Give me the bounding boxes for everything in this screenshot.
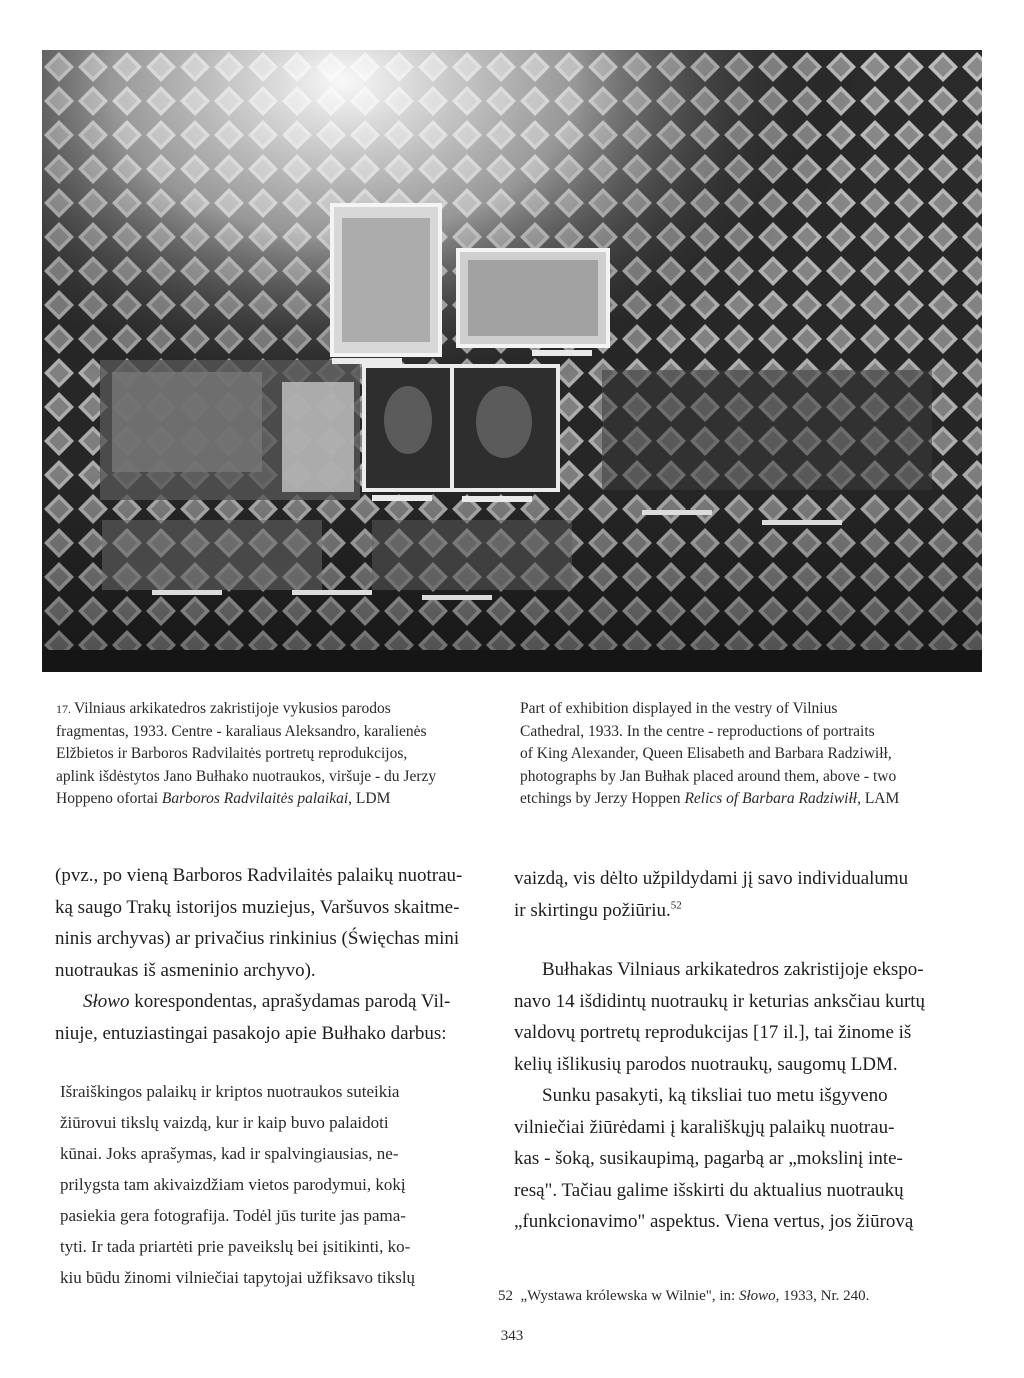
body-line: valdovų portretų reprodukcijas [17 il.], tai žinome iš (514, 1022, 912, 1043)
caption-en-line: photographs by Jan Bułhak placed around them, above - two (520, 767, 897, 785)
footnote-text: „Wystawa królewska w Wilnie", in: (520, 1288, 739, 1304)
body-line: kelių išlikusių parodos nuotraukų, saugomų LDM. (514, 1053, 898, 1075)
caption-lt-line: Vilniaus arkikatedros zakristijoje vykusios parodos (74, 700, 391, 717)
body-line: vilniečiai žiūrėdami į karališkųjų palaikų nuotrau- (514, 1116, 895, 1138)
footnote-number: 52 (498, 1288, 513, 1304)
caption-en-italic: Relics of Barbara Radziwiłł (684, 790, 858, 807)
quote-line: tyti. Ir tada priartėti prie paveikslų bei įsitikinti, ko- (60, 1237, 411, 1256)
body-line: ninis archyvas) ar privačius rinkinius (Święchas mini (55, 928, 460, 949)
body-line: korespondentas, aprašydamas parodą Vil- (129, 991, 451, 1012)
body-line: resą". Tačiau galime išskirti du aktualius nuotraukų (514, 1179, 904, 1201)
body-line: niuje, entuziastingai pasakojo apie Bułhako darbus: (55, 1022, 447, 1044)
body-line: nuotraukas iš asmeninio archyvo). (55, 959, 316, 981)
right-paragraph-3 (514, 1080, 938, 1238)
quote-line: pasiekia gera fotografija. Todėl jūs turite jas pama- (60, 1206, 406, 1225)
quote-line: žiūrovui tikslų vaizdą, kur ir kaip buvo palaidoti (60, 1113, 389, 1132)
caption-en-tail: , LAM (857, 790, 900, 807)
caption-lithuanian (56, 698, 476, 811)
body-line: Bułhakas Vilniaus arkikatedros zakristijoje ekspo- (542, 959, 924, 980)
caption-en-line: Cathedral, 1933. In the centre - reproductions of portraits (520, 722, 875, 740)
left-column (55, 860, 475, 1049)
footnote (498, 1288, 928, 1305)
caption-lt-line: Hoppeno ofortai (56, 790, 162, 807)
caption-number: 17. (56, 702, 71, 716)
body-line: „funkcionavimo" aspektus. Viena vertus, jos žiūrovą (514, 1211, 914, 1232)
body-line: kas - šoką, susikaupimą, pagarbą ar „mokslinį inte- (514, 1148, 903, 1169)
body-line: Sunku pasakyti, ką tiksliai tuo metu išgyveno (542, 1085, 888, 1106)
right-paragraph-1 (514, 863, 938, 926)
quote-line: kiu būdu žinomi vilniečiai tapytojai užfiksavo tikslų (60, 1268, 416, 1287)
quote-line: prilygsta tam akivaizdžiam vietos parodymui, kokį (60, 1175, 406, 1194)
block-quote (60, 1076, 450, 1293)
quote-line: Išraiškingos palaikų ir kriptos nuotraukos suteikia (60, 1082, 400, 1101)
left-paragraph-2 (55, 986, 475, 1049)
footnote-italic: Słowo (738, 1288, 776, 1304)
exhibition-photo-drawing (42, 50, 982, 672)
caption-en-line: etchings by Jerzy Hoppen (520, 790, 685, 807)
page-number: 343 (500, 1328, 524, 1344)
caption-lt-line: Elžbietos ir Barboros Radvilaitės portretų reprodukcijos, (56, 745, 408, 762)
body-line: (pvz., po vieną Barboros Radvilaitės palaikų nuotrau- (55, 865, 463, 886)
newspaper-title: Słowo (83, 991, 130, 1012)
caption-english (520, 698, 950, 811)
caption-lt-tail: , LDM (348, 790, 391, 807)
caption-lt-line: fragmentas, 1933. Centre - karaliaus Aleksandro, karalienės (56, 722, 427, 740)
footnote-ref: 52 (670, 899, 682, 912)
body-line: vaizdą, vis dėlto užpildydami jį savo individualumu (514, 868, 909, 889)
caption-en-line: Part of exhibition displayed in the vestry of Vilnius (520, 700, 838, 717)
caption-lt-italic: Barboros Radvilaitės palaikai (161, 790, 349, 807)
caption-en-line: of King Alexander, Queen Elisabeth and Barbara Radziwiłł, (520, 745, 892, 762)
caption-lt-line: aplink išdėstytos Jano Bułhako nuotraukos, viršuje - du Jerzy (56, 767, 437, 785)
exhibition-photo (42, 50, 982, 672)
footnote-text: , 1933, Nr. 240. (775, 1288, 870, 1304)
body-line: ką saugo Trakų istorijos muziejus, Varšuvos skaitme- (55, 896, 460, 918)
left-paragraph-1 (55, 860, 475, 986)
body-line: ir skirtingu požiūriu. (514, 899, 671, 921)
right-column (514, 863, 938, 1238)
right-paragraph-2 (514, 954, 938, 1080)
quote-line: kūnai. Joks aprašymas, kad ir spalvingiausias, ne- (60, 1144, 399, 1163)
body-line: navo 14 išdidintų nuotraukų ir keturias anksčiau kurtų (514, 990, 926, 1012)
